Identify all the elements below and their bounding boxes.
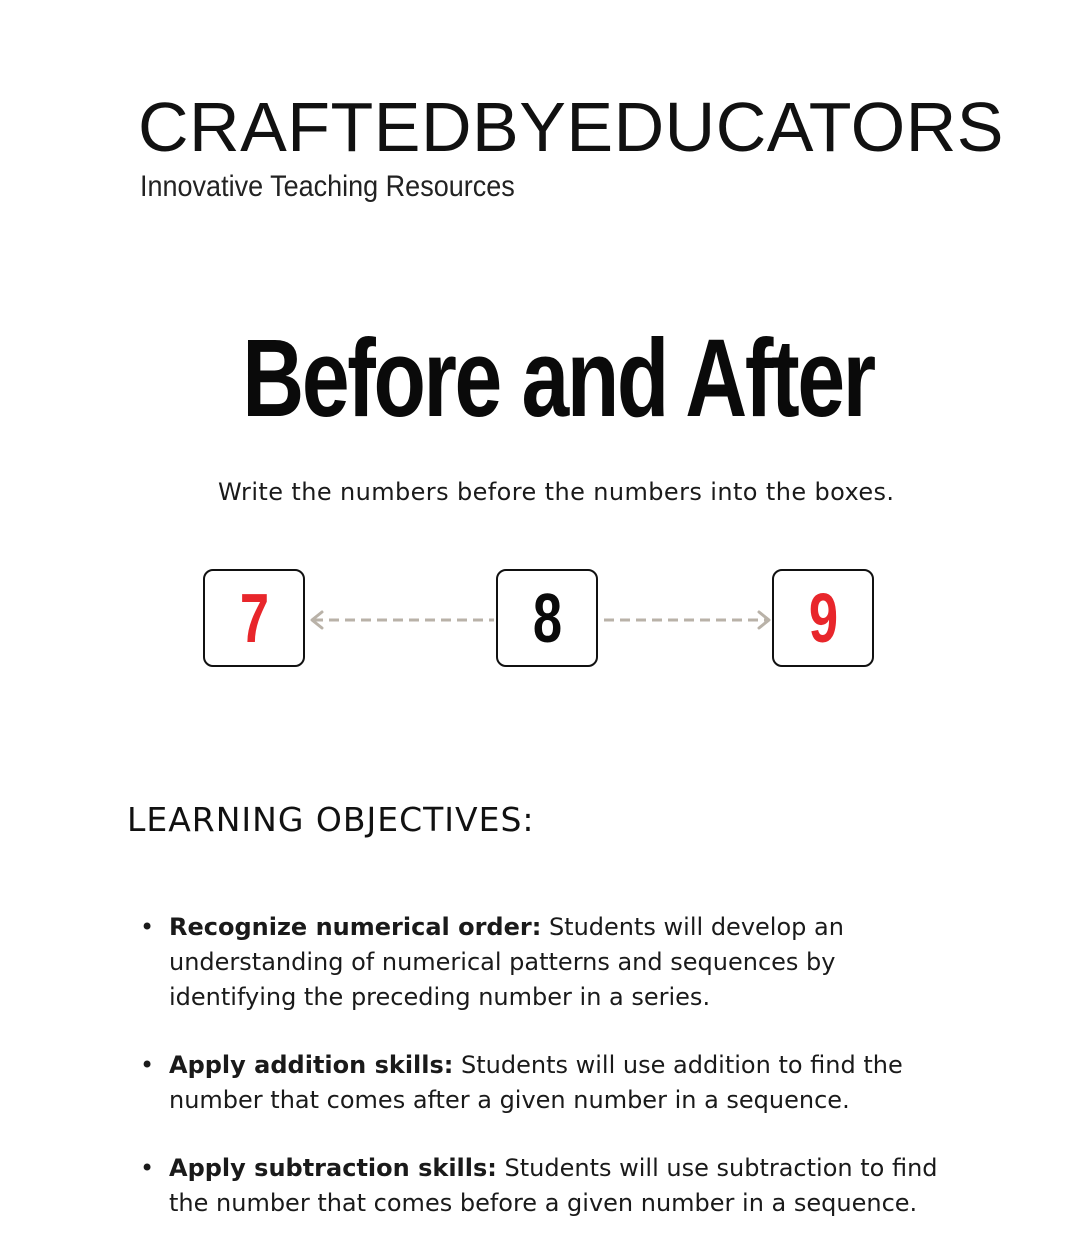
before-number: 7 xyxy=(239,579,269,657)
number-line xyxy=(0,560,1080,680)
given-number: 8 xyxy=(532,579,562,657)
bullet-icon: • xyxy=(140,913,155,941)
objectives-list xyxy=(140,910,970,1254)
arrow-left-icon xyxy=(312,612,494,628)
objective-item xyxy=(140,910,970,1015)
before-number-box[interactable] xyxy=(203,569,305,667)
worksheet-instruction: Write the numbers before the numbers into the boxes. xyxy=(218,478,895,506)
objective-text: Students will develop an understanding of numerical patterns and sequences by identifying the preceding number in a series. xyxy=(169,913,844,1011)
objective-item xyxy=(140,1048,970,1118)
bullet-icon: • xyxy=(140,1051,155,1079)
objectives-heading: LEARNING OBJECTIVES: xyxy=(127,800,535,839)
arrow-right-icon xyxy=(604,612,769,628)
brand-tagline: Innovative Teaching Resources xyxy=(140,170,515,203)
brand-name: CRAFTEDBYEDUCATORS xyxy=(138,88,1004,166)
objective-text: Students will use addition to find the number that comes after a given number in a sequence. xyxy=(169,1051,903,1114)
bullet-icon: • xyxy=(140,1154,155,1182)
after-number: 9 xyxy=(808,579,838,657)
objective-lead: Apply addition skills: xyxy=(169,1051,454,1079)
objective-text: Students will use subtraction to find the number that comes before a given number in a sequence. xyxy=(169,1154,938,1217)
objective-item xyxy=(140,1151,970,1221)
after-number-box[interactable] xyxy=(772,569,874,667)
objective-lead: Recognize numerical order: xyxy=(169,913,542,941)
objective-lead: Apply subtraction skills: xyxy=(169,1154,497,1182)
given-number-box xyxy=(496,569,598,667)
worksheet-title: Before and After xyxy=(242,317,874,440)
